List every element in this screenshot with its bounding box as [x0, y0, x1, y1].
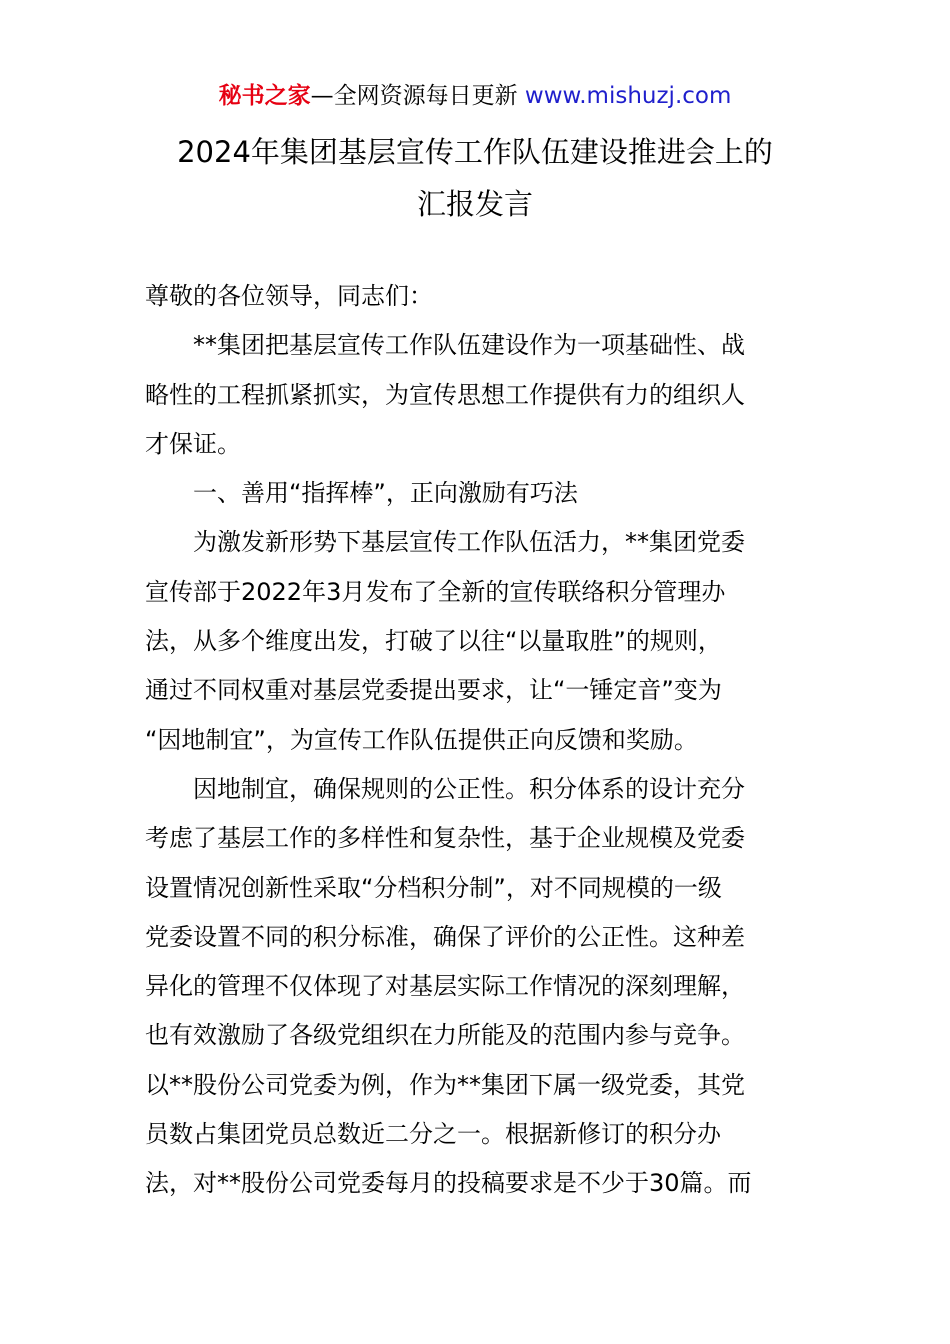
paragraph-line: 通过不同权重对基层党委提出要求，让“一锤定音”变为 [145, 676, 722, 705]
paragraph-line: 法，对**股份公司党委每月的投稿要求是不少于30篇。而 [145, 1169, 752, 1198]
paragraph-line: “因地制宜”，为宣传工作队伍提供正向反馈和奖励。 [145, 725, 698, 754]
header-tagline: —全网资源每日更新 [310, 83, 518, 109]
paragraph-line: 法，从多个维度出发，打破了以往“以量取胜”的规则， [145, 627, 722, 656]
section-heading-line: 一、善用“指挥棒”，正向激励有巧法 [193, 479, 578, 508]
site-header [0, 80, 950, 112]
paragraph-line: 以**股份公司党委为例，作为**集团下属一级党委，其党 [145, 1070, 745, 1099]
paragraph-background [145, 518, 810, 764]
paragraph-line: 异化的管理不仅体现了对基层实际工作情况的深刻理解， [145, 972, 745, 1001]
section-heading-1 [145, 469, 810, 518]
paragraph-line: **集团把基层宣传工作队伍建设作为一项基础性、战 [193, 331, 745, 360]
paragraph-line: 为激发新形势下基层宣传工作队伍活力，**集团党委 [193, 528, 745, 557]
paragraph-line: 因地制宜，确保规则的公正性。积分体系的设计充分 [193, 774, 745, 803]
document-title [120, 126, 830, 230]
paragraph-line: 员数占集团党员总数近二分之一。根据新修订的积分办 [145, 1120, 721, 1149]
paragraph-line: 略性的工程抓紧抓实，为宣传思想工作提供有力的组织人 [145, 380, 745, 409]
salutation-line: 尊敬的各位领导，同志们： [145, 282, 433, 310]
document-body [145, 272, 810, 1209]
paragraph-line: 设置情况创新性采取“分档积分制”，对不同规模的一级 [145, 873, 722, 902]
salutation [145, 272, 810, 321]
paragraph-intro [145, 321, 810, 469]
paragraph-line: 也有效激励了各级党组织在力所能及的范围内参与竞争。 [145, 1021, 745, 1050]
paragraph-line: 考虑了基层工作的多样性和复杂性，基于企业规模及党委 [145, 824, 745, 853]
site-url-link[interactable]: www.mishuzj.com [524, 83, 732, 109]
paragraph-line: 党委设置不同的积分标准，确保了评价的公正性。这种差 [145, 922, 745, 951]
title-line-1: 2024年集团基层宣传工作队伍建设推进会上的 [177, 135, 773, 169]
paragraph-line: 宣传部于2022年3月发布了全新的宣传联络积分管理办 [145, 577, 726, 606]
paragraph-line: 才保证。 [145, 429, 241, 458]
brand-name: 秘书之家 [218, 83, 311, 109]
paragraph-fairness [145, 765, 810, 1209]
title-line-2: 汇报发言 [416, 187, 533, 221]
